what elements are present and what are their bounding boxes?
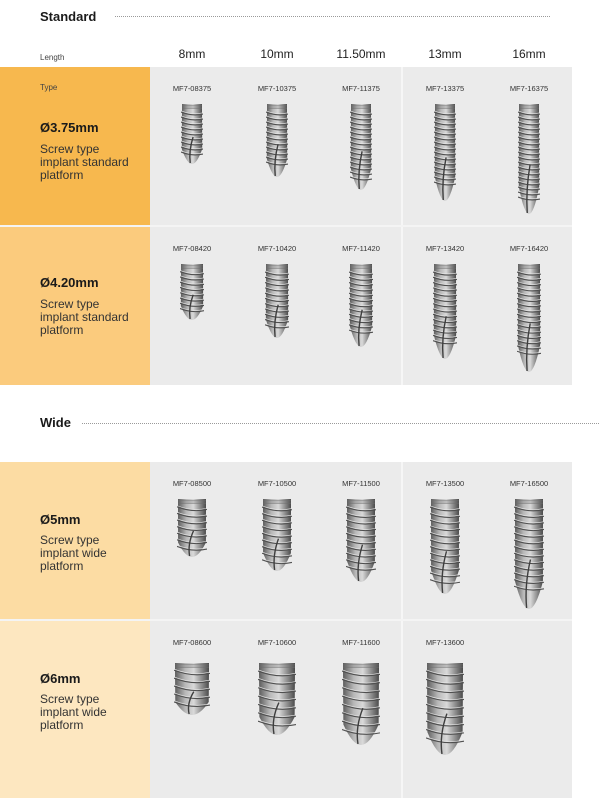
- column-header-16mm: 16mm: [512, 47, 546, 61]
- implant-image: [430, 499, 460, 594]
- product-code: MF7-11600: [342, 638, 380, 647]
- length-label: Length: [40, 53, 65, 62]
- section-title-wide: Wide: [40, 415, 81, 430]
- section-title-standard: Standard: [40, 9, 106, 24]
- implant-image: [181, 104, 203, 164]
- implant-grid: [150, 67, 572, 225]
- implant-cell: [319, 67, 403, 225]
- product-code: MF7-13420: [425, 244, 465, 253]
- product-code: MF7-10420: [257, 244, 297, 253]
- implant-image: [177, 499, 207, 557]
- description-label: Screw type implant standard platform: [40, 297, 129, 337]
- section-divider: [115, 16, 550, 17]
- implant-grid: [150, 227, 572, 385]
- implant-image: [265, 264, 289, 338]
- row-label-cell: [0, 67, 150, 225]
- implant-cell: [403, 462, 487, 619]
- product-code: MF7-08420: [172, 244, 212, 253]
- column-separator: [401, 462, 403, 619]
- implant-image: [346, 499, 376, 582]
- implant-cell: [150, 67, 234, 225]
- diameter-label: Ø6mm: [40, 671, 81, 686]
- implant-cell: [487, 67, 571, 225]
- implant-cell: [403, 227, 487, 385]
- implant-image: [434, 104, 456, 201]
- diameter-label: Ø4.20mm: [40, 275, 99, 290]
- implant-row-3-75: [0, 67, 572, 225]
- product-code: MF7-10600: [257, 638, 297, 647]
- row-label-cell: [0, 462, 150, 619]
- description-label: Screw type implant standard platform: [40, 142, 129, 182]
- product-code: MF7-11375: [342, 84, 380, 93]
- column-header-11-50mm: 11.50mm: [336, 47, 386, 61]
- product-code: MF7-13600: [425, 638, 465, 647]
- implant-cell: [235, 67, 319, 225]
- implant-grid: [150, 462, 572, 619]
- product-code: MF7-08375: [172, 84, 212, 93]
- product-code: MF7-08500: [172, 479, 212, 488]
- implant-row-4-20: [0, 227, 572, 385]
- implant-image: [350, 104, 372, 190]
- implant-image: [266, 104, 288, 177]
- implant-cell: [319, 621, 403, 798]
- type-label: Type: [40, 83, 58, 92]
- implant-image: [349, 264, 373, 347]
- implant-image: [342, 663, 380, 745]
- implant-cell: [487, 227, 571, 385]
- product-code: MF7-10375: [257, 84, 297, 93]
- implant-cell: [150, 227, 234, 385]
- implant-image: [433, 264, 457, 359]
- implant-cell: [235, 227, 319, 385]
- implant-image: [262, 499, 292, 571]
- implant-image: [517, 264, 541, 372]
- product-code: MF7-13500: [425, 479, 465, 488]
- implant-image: [174, 663, 210, 715]
- product-code: MF7-13375: [425, 84, 465, 93]
- implant-row-6: [0, 621, 572, 798]
- implant-cell: [235, 621, 319, 798]
- implant-image: [258, 663, 296, 735]
- column-header-13mm: 13mm: [428, 47, 462, 61]
- implant-cell: [150, 621, 234, 798]
- implant-row-5: [0, 462, 572, 619]
- implant-cell: [403, 67, 487, 225]
- product-code: MF7-08600: [172, 638, 212, 647]
- product-code: MF7-11420: [342, 244, 380, 253]
- column-separator: [401, 621, 403, 798]
- product-code: MF7-16420: [509, 244, 549, 253]
- column-header-8mm: 8mm: [178, 47, 206, 61]
- product-code: MF7-10500: [257, 479, 297, 488]
- column-header-10mm: 10mm: [260, 47, 294, 61]
- implant-image: [514, 499, 544, 609]
- description-label: Screw type implant wide platform: [40, 692, 107, 732]
- column-separator: [401, 67, 403, 225]
- implant-image: [180, 264, 204, 320]
- product-code: MF7-16375: [509, 84, 549, 93]
- row-label-cell: [0, 227, 150, 385]
- column-separator: [401, 227, 403, 385]
- section-divider: [78, 423, 599, 424]
- implant-cell: [487, 462, 571, 619]
- diameter-label: Ø5mm: [40, 512, 81, 527]
- implant-cell: [319, 227, 403, 385]
- diameter-label: Ø3.75mm: [40, 120, 99, 135]
- implant-image: [518, 104, 540, 214]
- implant-image: [426, 663, 464, 755]
- implant-grid: [150, 621, 572, 798]
- implant-cell: [150, 462, 234, 619]
- implant-cell: [403, 621, 487, 798]
- row-label-cell: [0, 621, 150, 798]
- product-code: MF7-16500: [509, 479, 549, 488]
- product-code: MF7-11500: [342, 479, 380, 488]
- description-label: Screw type implant wide platform: [40, 533, 107, 573]
- implant-cell: [319, 462, 403, 619]
- implant-cell: [235, 462, 319, 619]
